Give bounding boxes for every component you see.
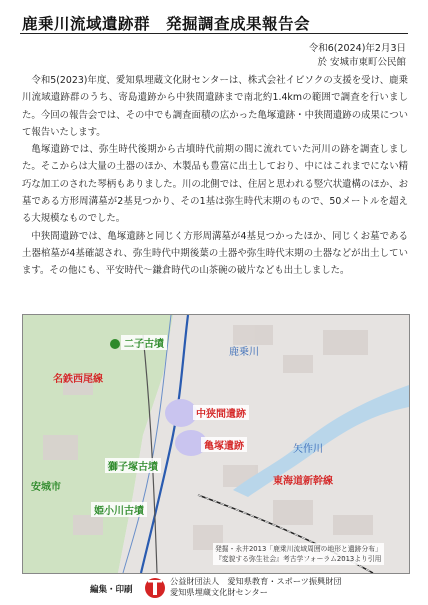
- report-date: 令和6(2024)年2月3日: [308, 43, 406, 54]
- paragraph-intro: 令和5(2023)年度、愛知県埋蔵文化財センターは、株式会社イビソクの支援を受け、鹿乗川流域遺跡群のうち、寄島遺跡から中狭間遺跡まで南北約1.4kmの範囲で調査を行いました。今回の報告会では、その中でも調査面積の広かった亀塚遺跡・中狭間遺跡の成果について報告いたします。: [22, 75, 408, 138]
- editor-label: 編集・印刷: [90, 585, 133, 595]
- map-label-yahagi: 矢作川: [293, 444, 323, 455]
- map-label-anjo-city: 安城市: [31, 482, 61, 493]
- map-label-shishizuka: 獅子塚古墳: [105, 458, 161, 473]
- futago-pin-icon: [110, 339, 120, 349]
- body-text: [22, 72, 408, 280]
- paragraph-kamezuka: 亀塚遺跡では、弥生時代後期から古墳時代前期の間に流れていた河川の跡を調査しました。そこからは大量の土器のほか、木製品も豊富に出土しており、中にはこれまでにない精巧な加工のされた琴柄もありました。川の北側では、住居と思われる竪穴状遺構のほか、お墓である方形周溝墓が2基見つかり、その1基は弥生時代末期のもので、50メートルを超える大規模なものでした。: [22, 144, 408, 225]
- paragraph-nakahazama: 中狭間遺跡では、亀塚遺跡と同じく方形周溝墓が4基見つかったほか、同じくお墓である土器棺墓が4基確認され、弥生時代中期後葉の土器や弥生時代末期の土器などが出土しています。その他にも、平安時代～鎌倉時代の山茶碗の破片なども出土しました。: [22, 230, 408, 277]
- page-title: 鹿乗川流域遺跡群 発掘調査成果報告会: [22, 15, 311, 33]
- map-credit: [213, 543, 384, 565]
- map-label-nakahazama: 中狭間遺跡: [193, 405, 249, 420]
- map-label-tokaido: 東海道新幹線: [273, 476, 333, 487]
- credit-line-1: 発掘・永井2013「鹿乗川流域周囲の地形と遺跡分布」: [215, 545, 382, 553]
- map-label-futago: 二子古墳: [121, 335, 167, 350]
- map-label-meitetsu: 名鉄西尾線: [53, 374, 103, 385]
- org-line-1: 公益財団法人 愛知県教育・スポーツ振興財団: [170, 576, 342, 586]
- credit-line-2: 『変貌する弥生社会』考古学フォーラム2013より引用: [215, 555, 382, 563]
- title-rule: [20, 33, 408, 34]
- site-map: [22, 314, 410, 574]
- org-line-2: 愛知県埋蔵文化財センター: [170, 587, 268, 597]
- foundation-logo-icon: [144, 575, 166, 601]
- organization: [170, 576, 342, 598]
- map-label-kamezuka: 亀塚遺跡: [201, 437, 247, 452]
- map-label-himekoyama: 姫小川古墳: [91, 502, 147, 517]
- map-label-kano-river: 鹿乗川: [229, 347, 259, 358]
- report-venue: 於 安城市東町公民館: [317, 57, 406, 68]
